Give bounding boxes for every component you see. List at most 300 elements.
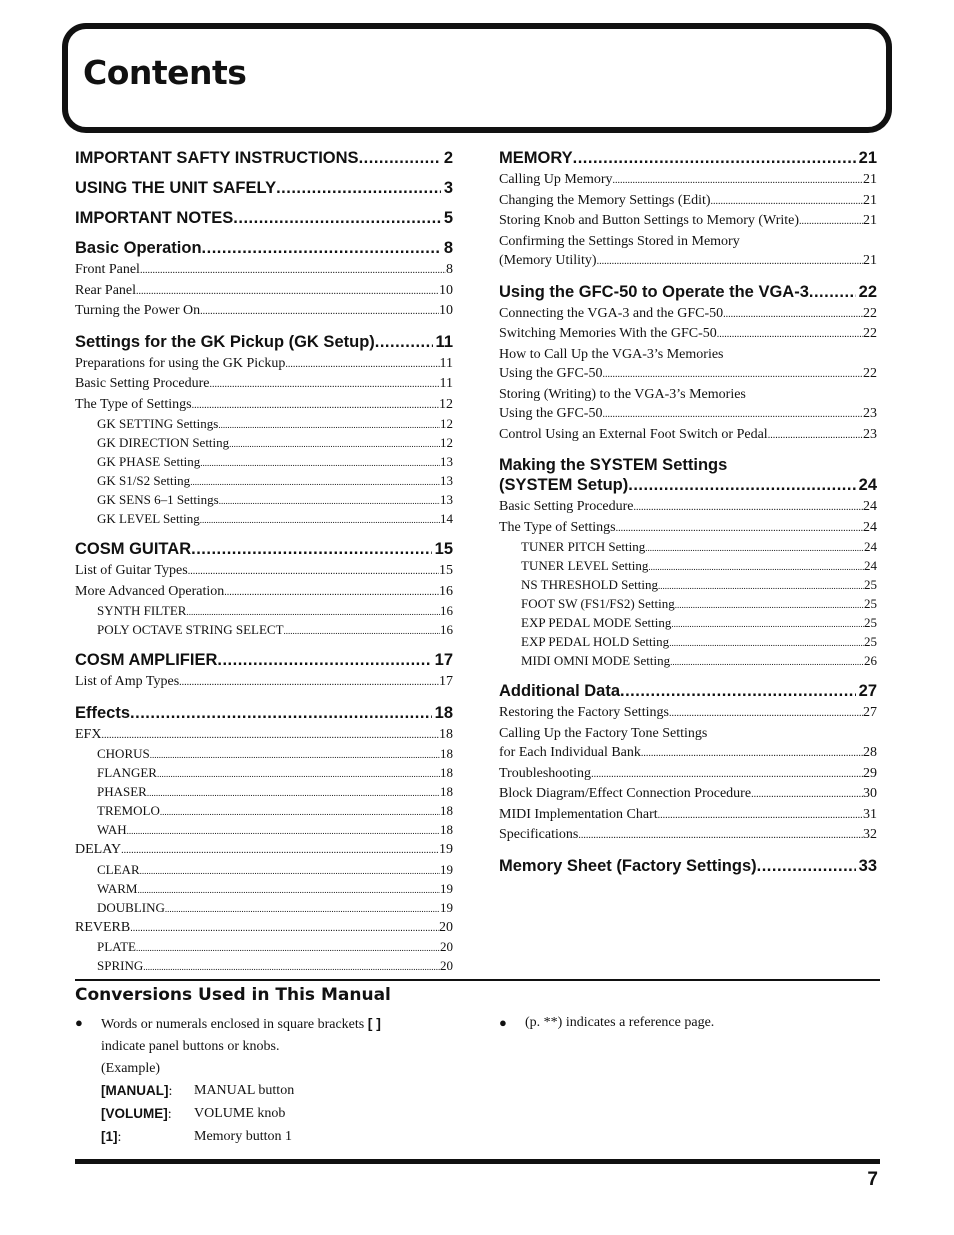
dot-leader xyxy=(188,562,439,582)
toc-entry-title: Storing Knob and Button Settings to Memory (Write) xyxy=(499,213,800,228)
toc-entry-restoring-the-factory-settings[interactable] xyxy=(499,703,877,724)
toc-entry-front-panel[interactable] xyxy=(75,260,453,281)
toc-entry-page: 22 xyxy=(863,326,877,341)
bullet-icon: ● xyxy=(499,1015,507,1030)
example-value: VOLUME knob xyxy=(194,1106,286,1121)
toc-entry-title: EXP PEDAL HOLD Setting xyxy=(521,634,670,649)
dot-leader xyxy=(136,282,439,302)
toc-entry-title: MIDI OMNI MODE Setting xyxy=(521,653,671,668)
toc-entry-foot-sw-fs1-fs2-setting[interactable] xyxy=(499,595,877,614)
toc-entry-page: 8 xyxy=(443,239,453,257)
dot-leader xyxy=(192,396,439,416)
conversions-left xyxy=(75,1012,475,1149)
toc-entry-page: 23 xyxy=(863,426,877,442)
toc-entry-cosm-amplifier[interactable] xyxy=(75,650,453,670)
dot-leader xyxy=(799,212,863,232)
toc-entry-settings-for-the-gk-pickup-gk-setup[interactable] xyxy=(75,332,453,352)
dot-leader xyxy=(157,765,440,783)
toc-entry-page: 18 xyxy=(440,822,453,837)
toc-entry-page: 24 xyxy=(864,558,877,573)
example-key xyxy=(101,1126,194,1149)
toc-entry-tuner-level-setting[interactable] xyxy=(499,557,877,576)
toc-entry-using-the-unit-safely[interactable] xyxy=(75,178,453,198)
dot-leader xyxy=(616,519,863,539)
toc-entry-title: TREMOLO xyxy=(97,803,160,818)
toc-entry-title: FOOT SW (FS1/FS2) Setting xyxy=(521,596,675,611)
toc-entry-title: (SYSTEM Setup) xyxy=(499,476,629,494)
toc-entry-page: 12 xyxy=(439,396,453,412)
dot-leader xyxy=(641,744,863,764)
toc-entry-title: PLATE xyxy=(97,939,136,954)
toc-entry-storing-knob-and-button-settings-to-memory-write[interactable] xyxy=(499,211,877,232)
toc-entry-page: 13 xyxy=(440,492,453,507)
dot-leader xyxy=(121,841,439,861)
dot-leader xyxy=(620,681,856,701)
toc-entry-exp-pedal-hold-setting[interactable] xyxy=(499,633,877,652)
toc-entry-page: 11 xyxy=(435,332,453,351)
example-value: Memory button 1 xyxy=(194,1129,292,1144)
toc-entry-page: 16 xyxy=(440,603,453,618)
dot-leader xyxy=(101,726,439,746)
toc-entry-flanger[interactable] xyxy=(75,764,453,783)
dot-leader xyxy=(613,171,863,191)
dot-leader xyxy=(717,325,863,345)
dot-leader xyxy=(219,492,440,510)
toc-entry-page: 17 xyxy=(439,674,453,689)
toc-entry-title: COSM GUITAR xyxy=(75,540,192,558)
toc-entry-gk-direction-setting[interactable] xyxy=(75,434,453,453)
dot-leader xyxy=(768,426,863,446)
toc-entry-basic-setting-procedure[interactable] xyxy=(75,374,453,395)
toc-entry-title: Front Panel xyxy=(75,262,140,277)
toc-entry-page: 27 xyxy=(863,705,877,720)
toc-entry-synth-filter[interactable] xyxy=(75,602,453,621)
toc-entry-gk-s1-s2-setting[interactable] xyxy=(75,472,453,491)
toc-entry-memory-utility[interactable] xyxy=(499,251,877,272)
toc-entry-tuner-pitch-setting[interactable] xyxy=(499,538,877,557)
toc-entry-title: TUNER LEVEL Setting xyxy=(521,558,649,573)
dot-leader xyxy=(130,703,432,723)
toc-entry-spring[interactable] xyxy=(75,957,453,976)
toc-entry-title: Restoring the Factory Settings xyxy=(499,705,669,720)
toc-entry-important-safty-instructions[interactable] xyxy=(75,148,453,168)
dot-leader xyxy=(130,919,439,939)
toc-entry-title: Calling Up Memory xyxy=(499,172,613,187)
toc-entry-clear[interactable] xyxy=(75,861,453,880)
dot-leader xyxy=(602,365,863,385)
toc-entry-title: IMPORTANT SAFTY INSTRUCTIONS xyxy=(75,149,359,167)
toc-entry-page: 18 xyxy=(439,726,453,742)
toc-entry-title: SYNTH FILTER xyxy=(97,603,187,618)
dot-leader xyxy=(179,673,439,693)
toc-entry-title: FLANGER xyxy=(97,765,157,780)
toc-entry-system-setup[interactable] xyxy=(499,475,877,495)
toc-entry-title: Block Diagram/Effect Connection Procedure xyxy=(499,786,752,801)
toc-right-column xyxy=(499,148,877,878)
toc-entry-important-notes[interactable] xyxy=(75,208,453,228)
dot-leader xyxy=(140,261,446,281)
toc-entry-title: CLEAR xyxy=(97,861,140,877)
toc-entry-title: The Type of Settings xyxy=(75,396,192,412)
toc-entry-page: 21 xyxy=(863,213,877,228)
toc-entry-title: GK SENS 6–1 Settings xyxy=(97,492,219,507)
toc-entry-title: GK DIRECTION Setting xyxy=(97,435,230,450)
toc-entry-rear-panel[interactable] xyxy=(75,281,453,302)
toc-entry-basic-operation[interactable] xyxy=(75,238,453,258)
toc-entry-title: for Each Individual Bank xyxy=(499,745,641,760)
reference-rule-text: (p. **) indicates a reference page. xyxy=(525,1015,715,1030)
toc-entry-page: 3 xyxy=(443,179,453,197)
example-key xyxy=(101,1103,194,1126)
toc-entry-title: (Memory Utility) xyxy=(499,253,597,268)
page-number: 7 xyxy=(867,1169,878,1190)
example-key-label: [MANUAL] xyxy=(101,1083,169,1098)
example-key xyxy=(101,1080,194,1103)
toc-entry-page: 18 xyxy=(440,746,453,761)
toc-entry-tremolo[interactable] xyxy=(75,802,453,821)
toc-entry-confirming-the-settings-stored-in-memory[interactable]: Confirming the Settings Stored in Memory xyxy=(499,233,740,249)
toc-entry-list-of-guitar-types[interactable] xyxy=(75,561,453,582)
toc-entry-specifications[interactable] xyxy=(499,825,877,846)
toc-entry-title: SPRING xyxy=(97,958,144,973)
toc-entry-title: Memory Sheet (Factory Settings) xyxy=(499,856,757,875)
dot-leader xyxy=(285,355,439,375)
toc-entry-how-to-call-up-the-vga-3-s-memories[interactable]: How to Call Up the VGA-3’s Memories xyxy=(499,346,724,362)
toc-entry-page: 17 xyxy=(434,651,453,669)
example-separator: : xyxy=(167,1107,172,1122)
toc-entry-ns-threshold-setting[interactable] xyxy=(499,576,877,595)
example-label: (Example) xyxy=(101,1061,161,1076)
toc-entry-title: MEMORY xyxy=(499,149,573,167)
toc-entry-poly-octave-string-select[interactable] xyxy=(75,621,453,640)
toc-entry-midi-implementation-chart[interactable] xyxy=(499,805,877,826)
toc-entry-title: Basic Setting Procedure xyxy=(499,499,634,514)
toc-entry-title: List of Amp Types xyxy=(75,674,180,689)
toc-entry-title: CHORUS xyxy=(97,746,150,761)
dot-leader xyxy=(751,785,863,805)
toc-entry-page: 16 xyxy=(440,622,453,637)
toc-left-column xyxy=(75,148,453,976)
toc-entry-page: 30 xyxy=(863,786,877,801)
toc-entry-title: Control Using an External Foot Switch or Pedal xyxy=(499,426,768,442)
toc-entry-page: 24 xyxy=(863,519,877,535)
toc-entry-control-using-an-external-foot-switch-or-pedal[interactable] xyxy=(499,425,877,446)
dot-leader xyxy=(628,475,855,495)
toc-entry-title: REVERB xyxy=(75,919,131,935)
toc-entry-efx[interactable] xyxy=(75,725,453,746)
toc-entry-page: 18 xyxy=(440,803,453,818)
dot-leader xyxy=(233,208,441,228)
toc-entry-title: POLY OCTAVE STRING SELECT xyxy=(97,622,284,637)
toc-entry-page: 10 xyxy=(439,282,453,298)
bracket-rule-text: Words or numerals enclosed in square brackets xyxy=(101,1017,365,1032)
toc-entry-basic-setting-procedure[interactable] xyxy=(499,497,877,518)
toc-entry-switching-memories-with-the-gfc-50[interactable] xyxy=(499,324,877,345)
example-key-label: [1] xyxy=(101,1129,118,1144)
toc-entry-title: Preparations for using the GK Pickup xyxy=(75,355,286,371)
dot-leader xyxy=(160,803,440,821)
dot-leader xyxy=(143,958,440,976)
dot-leader xyxy=(186,603,440,621)
toc-entry-page: 25 xyxy=(864,596,877,611)
toc-entry-page: 21 xyxy=(863,192,877,208)
toc-entry-title: Specifications xyxy=(499,827,579,842)
section-divider xyxy=(75,979,880,981)
toc-entry-page: 2 xyxy=(443,149,453,167)
dot-leader xyxy=(359,148,441,168)
dot-leader xyxy=(591,765,863,785)
toc-entry-block-diagram-effect-connection-procedure[interactable] xyxy=(499,784,877,805)
conversions-right xyxy=(499,1012,879,1034)
footer-rule xyxy=(75,1159,880,1164)
toc-entry-turning-the-power-on[interactable] xyxy=(75,301,453,322)
dot-leader xyxy=(202,238,441,258)
toc-entry-memory-sheet-factory-settings[interactable] xyxy=(499,856,877,876)
dot-leader xyxy=(224,583,439,603)
toc-entry-title: Switching Memories With the GFC-50 xyxy=(499,326,717,341)
example-value: MANUAL button xyxy=(194,1083,295,1098)
dot-leader xyxy=(210,375,440,395)
title-box xyxy=(62,23,892,133)
dot-leader xyxy=(602,405,863,425)
toc-entry-page: 25 xyxy=(864,634,877,649)
toc-entry-midi-omni-mode-setting[interactable] xyxy=(499,652,877,671)
dot-leader xyxy=(276,178,441,198)
toc-entry-gk-phase-setting[interactable] xyxy=(75,453,453,472)
dot-leader xyxy=(137,881,440,899)
toc-entry-connecting-the-vga-3-and-the-gfc-50[interactable] xyxy=(499,304,877,325)
dot-leader xyxy=(669,634,864,652)
dot-leader xyxy=(200,454,440,472)
example-separator: : xyxy=(117,1130,122,1145)
toc-entry-changing-the-memory-settings-edit[interactable] xyxy=(499,191,877,212)
toc-entry-phaser[interactable] xyxy=(75,783,453,802)
toc-entry-page: 18 xyxy=(434,703,453,722)
dot-leader xyxy=(634,498,863,518)
conversion-bullet-reference xyxy=(499,1012,879,1034)
toc-entry-title: Connecting the VGA-3 and the GFC-50 xyxy=(499,305,724,321)
example-row xyxy=(101,1080,475,1103)
dot-leader xyxy=(165,900,440,918)
dot-leader xyxy=(375,332,433,352)
dot-leader xyxy=(648,558,864,576)
toc-entry-title: DOUBLING xyxy=(97,899,165,915)
dot-leader xyxy=(675,596,864,614)
toc-entry-title: USING THE UNIT SAFELY xyxy=(75,179,277,197)
toc-entry-page: 19 xyxy=(439,842,453,857)
toc-entry-using-the-gfc-50[interactable] xyxy=(499,364,877,385)
toc-entry-title: NS THRESHOLD Setting xyxy=(521,577,658,592)
toc-entry-title: Changing the Memory Settings (Edit) xyxy=(499,192,711,208)
conversions-heading: Conversions Used in This Manual xyxy=(75,985,391,1005)
toc-entry-title: EFX xyxy=(75,726,102,742)
dot-leader xyxy=(645,539,864,557)
dot-leader xyxy=(150,746,440,764)
toc-entry-page: 11 xyxy=(439,376,453,391)
toc-entry-title: Troubleshooting xyxy=(499,765,592,781)
toc-entry-title: GK PHASE Setting xyxy=(97,454,201,469)
toc-entry-page: 25 xyxy=(864,615,877,630)
page-title: Contents xyxy=(83,53,247,92)
toc-entry-the-type-of-settings[interactable] xyxy=(75,395,453,416)
toc-entry-title: PHASER xyxy=(97,784,147,799)
toc-entry-title: Using the GFC-50 to Operate the VGA-3 xyxy=(499,282,809,301)
toc-entry-calling-up-the-factory-tone-settings[interactable]: Calling Up the Factory Tone Settings xyxy=(499,725,708,741)
example-list xyxy=(101,1080,475,1149)
toc-entry-effects[interactable] xyxy=(75,703,453,723)
dot-leader xyxy=(658,806,863,826)
example-key-label: [VOLUME] xyxy=(101,1106,168,1121)
toc-entry-page: 19 xyxy=(440,880,453,896)
toc-entry-reverb[interactable] xyxy=(75,918,453,939)
toc-entry-title: WARM xyxy=(97,880,138,896)
toc-entry-preparations-for-using-the-gk-pickup[interactable] xyxy=(75,354,453,375)
dot-leader xyxy=(711,192,863,212)
bracket-rule-text-2: indicate panel buttons or knobs. xyxy=(101,1039,280,1054)
toc-entry-page: 18 xyxy=(440,765,453,780)
toc-entry-page: 29 xyxy=(863,765,877,781)
toc-entry-title: TUNER PITCH Setting xyxy=(521,539,646,554)
toc-entry-delay[interactable] xyxy=(75,840,453,861)
toc-entry-storing-writing-to-the-vga-3-s-memories[interactable]: Storing (Writing) to the VGA-3’s Memories xyxy=(499,386,746,402)
toc-entry-title: Effects xyxy=(75,703,131,722)
dot-leader xyxy=(597,252,863,272)
dot-leader xyxy=(127,822,440,840)
toc-entry-page: 8 xyxy=(446,262,453,277)
toc-entry-page: 22 xyxy=(858,282,877,301)
dot-leader xyxy=(757,856,856,876)
toc-entry-page: 23 xyxy=(863,406,877,421)
bullet-icon: ● xyxy=(75,1015,83,1030)
toc-entry-title: More Advanced Operation xyxy=(75,583,225,599)
toc-entry-page: 19 xyxy=(440,899,453,915)
toc-entry-title: Using the GFC-50 xyxy=(499,406,603,421)
toc-entry-memory[interactable] xyxy=(499,148,877,168)
toc-entry-title: Rear Panel xyxy=(75,282,137,298)
dot-leader xyxy=(669,704,863,724)
toc-entry-page: 20 xyxy=(440,939,453,954)
dot-leader xyxy=(147,784,440,802)
toc-entry-list-of-amp-types[interactable] xyxy=(75,672,453,693)
toc-entry-page: 22 xyxy=(863,305,877,321)
toc-entry-title: IMPORTANT NOTES xyxy=(75,209,234,227)
toc-entry-page: 10 xyxy=(439,303,453,318)
toc-entry-the-type-of-settings[interactable] xyxy=(499,518,877,539)
toc-entry-title: List of Guitar Types xyxy=(75,563,188,578)
toc-entry-page: 12 xyxy=(440,416,453,431)
toc-entry-page: 14 xyxy=(440,511,453,526)
dot-leader xyxy=(200,302,439,322)
toc-entry-title: Additional Data xyxy=(499,682,621,700)
toc-entry-page: 27 xyxy=(858,682,877,700)
toc-entry-page: 21 xyxy=(863,253,877,268)
example-row xyxy=(101,1103,475,1126)
dot-leader xyxy=(578,826,863,846)
toc-entry-page: 24 xyxy=(858,476,877,494)
dot-leader xyxy=(723,305,863,325)
toc-entry-page: 32 xyxy=(863,827,877,842)
toc-entry-page: 33 xyxy=(858,856,877,875)
dot-leader xyxy=(200,511,440,529)
dot-leader xyxy=(671,615,864,633)
toc-entry-title: GK S1/S2 Setting xyxy=(97,473,191,488)
toc-entry-title: EXP PEDAL MODE Setting xyxy=(521,615,672,630)
dot-leader xyxy=(136,939,440,957)
toc-entry-title: DELAY xyxy=(75,842,122,857)
toc-entry-page: 20 xyxy=(440,958,453,973)
toc-entry-chorus[interactable] xyxy=(75,745,453,764)
example-separator: : xyxy=(168,1084,173,1099)
toc-entry-title: MIDI Implementation Chart xyxy=(499,806,658,822)
toc-entry-gk-level-setting[interactable] xyxy=(75,510,453,529)
toc-entry-for-each-individual-bank[interactable] xyxy=(499,743,877,764)
toc-entry-additional-data[interactable] xyxy=(499,681,877,701)
toc-entry-title: Basic Operation xyxy=(75,239,202,257)
toc-entry-page: 19 xyxy=(440,861,453,877)
dot-leader xyxy=(658,577,864,595)
toc-entry-page: 15 xyxy=(434,540,453,558)
toc-entry-using-the-gfc-50-to-operate-the-vga-3[interactable] xyxy=(499,282,877,302)
toc-entry-wah[interactable] xyxy=(75,821,453,840)
toc-entry-doubling[interactable] xyxy=(75,899,453,918)
toc-entry-troubleshooting[interactable] xyxy=(499,764,877,785)
toc-entry-gk-setting-settings[interactable] xyxy=(75,415,453,434)
toc-entry-page: 21 xyxy=(863,172,877,187)
toc-entry-exp-pedal-mode-setting[interactable] xyxy=(499,614,877,633)
toc-entry-page: 24 xyxy=(863,499,877,514)
toc-entry-cosm-guitar[interactable] xyxy=(75,539,453,559)
toc-entry-title: Using the GFC-50 xyxy=(499,366,603,381)
toc-entry-title: COSM AMPLIFIER xyxy=(75,651,218,669)
toc-entry-page: 13 xyxy=(440,473,453,488)
toc-entry-page: 16 xyxy=(439,583,453,599)
toc-entry-page: 24 xyxy=(864,539,877,554)
toc-entry-page: 28 xyxy=(863,745,877,760)
toc-entry-title: The Type of Settings xyxy=(499,519,616,535)
dot-leader xyxy=(140,862,440,880)
toc-entry-page: 20 xyxy=(439,919,453,935)
toc-entry-page: 11 xyxy=(439,355,453,371)
toc-entry-gk-sens-6-1-settings[interactable] xyxy=(75,491,453,510)
toc-entry-page: 18 xyxy=(440,784,453,799)
toc-entry-more-advanced-operation[interactable] xyxy=(75,582,453,603)
dot-leader xyxy=(190,473,440,491)
toc-entry-making-the-system-settings[interactable]: Making the SYSTEM Settings xyxy=(499,456,728,474)
dot-leader xyxy=(670,653,864,671)
dot-leader xyxy=(284,622,440,640)
toc-entry-warm[interactable] xyxy=(75,880,453,899)
dot-leader xyxy=(809,282,856,302)
toc-entry-page: 31 xyxy=(863,806,877,822)
dot-leader xyxy=(229,435,440,453)
toc-entry-page: 13 xyxy=(440,454,453,469)
toc-entry-title: GK SETTING Settings xyxy=(97,416,219,431)
toc-entry-title: GK LEVEL Setting xyxy=(97,511,200,526)
toc-entry-plate[interactable] xyxy=(75,938,453,957)
brackets-symbol: [ ] xyxy=(367,1015,381,1031)
toc-entry-page: 5 xyxy=(443,209,453,227)
example-row xyxy=(101,1126,475,1149)
dot-leader xyxy=(573,148,856,168)
toc-entry-title: WAH xyxy=(97,822,127,837)
toc-entry-page: 15 xyxy=(439,563,453,578)
toc-entry-using-the-gfc-50[interactable] xyxy=(499,404,877,425)
toc-entry-page: 22 xyxy=(863,366,877,381)
dot-leader xyxy=(191,539,432,559)
dot-leader xyxy=(218,416,440,434)
toc-entry-title: Settings for the GK Pickup (GK Setup) xyxy=(75,332,375,351)
toc-entry-calling-up-memory[interactable] xyxy=(499,170,877,191)
